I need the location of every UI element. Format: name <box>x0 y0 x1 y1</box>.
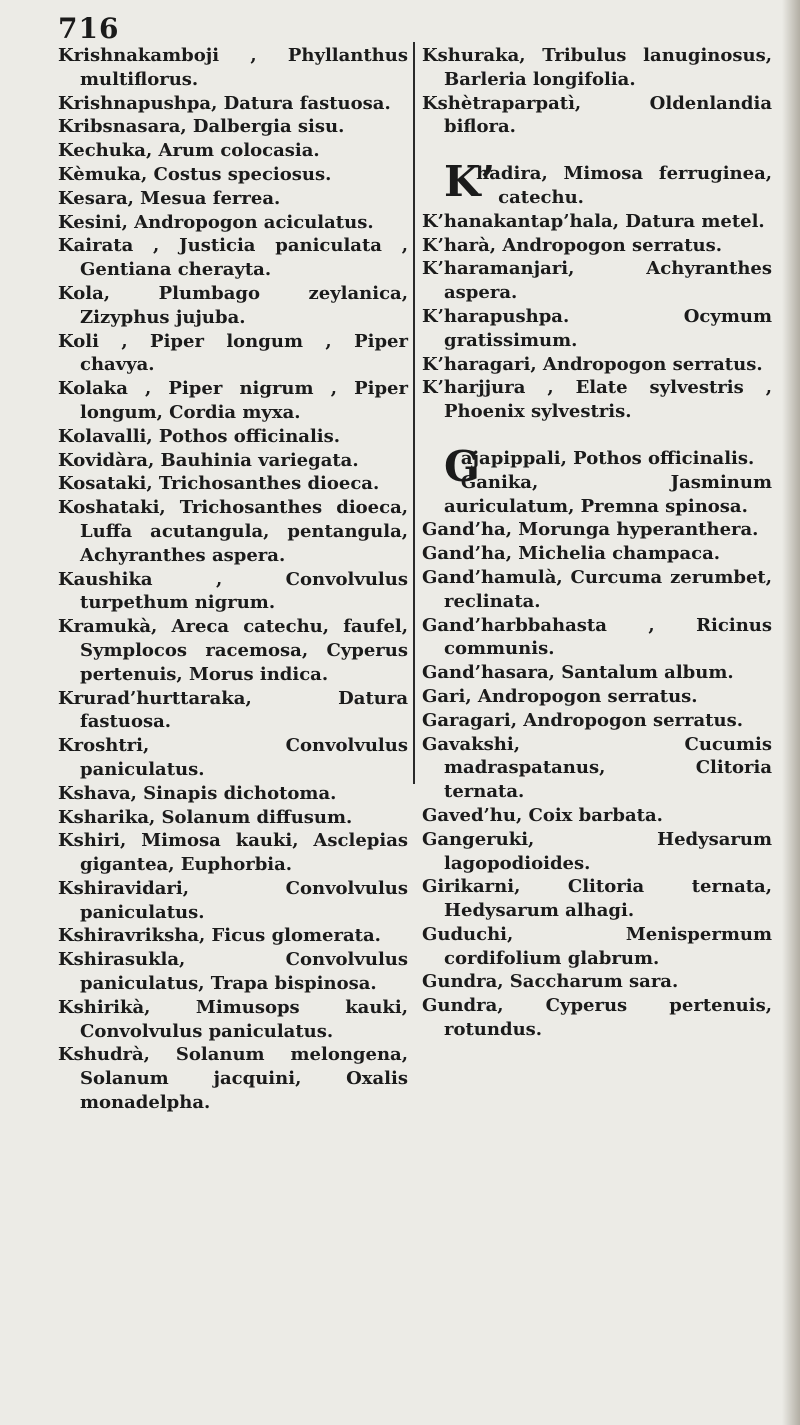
dictionary-entry: Koshataki, Trichosanthes dioeca, Luffa acutangula, pentangula, Achyranthes aspera. <box>58 497 408 566</box>
dictionary-entry: Kshuraka, Tribulus lanuginosus, Barleria longifolia. <box>422 45 772 90</box>
dictionary-entry: Kshirikà, Mimusops kauki, Convolvulus paniculatus. <box>58 996 408 1042</box>
drop-cap-letter: G <box>444 441 480 491</box>
dictionary-entry: Kroshtri, Convolvulus paniculatus. <box>58 735 408 780</box>
entry-text: ajapippali, Pothos officinalis. <box>460 447 755 469</box>
dictionary-entry: K’haramanjari, Achyranthes aspera. <box>422 258 772 304</box>
dictionary-entry: Kshètraparpatì, Oldenlandia biflora. <box>422 92 772 138</box>
dictionary-entry: Kechuka, Arum colocasia. <box>58 140 320 162</box>
dictionary-entry: Kshirasukla, Convolvulus paniculatus, Trapa bispinosa. <box>58 949 408 995</box>
dictionary-entry: Kshiravriksha, Ficus glomerata. <box>58 925 381 947</box>
right-column <box>422 44 772 1042</box>
drop-cap-letter: K’ <box>444 157 496 207</box>
dictionary-entry: Gand’harbbahasta , Ricinus communis. <box>422 614 772 660</box>
page-edge-shadow <box>782 0 800 1425</box>
dictionary-entry: Garagari, Andropogon serratus. <box>422 709 743 731</box>
dictionary-entry: K’harjjura , Elate sylvestris , Phoenix sylvestris. <box>422 377 772 423</box>
dictionary-entry-g-section-start <box>422 441 772 491</box>
dictionary-entry: Gundra, Cyperus pertenuis, rotundus. <box>422 995 772 1041</box>
dictionary-entry: Kesini, Andropogon aciculatus. <box>58 211 374 233</box>
entry-text: hadira, Mimosa ferruginea, catechu. <box>476 163 772 208</box>
dictionary-entry: Gangeruki, Hedysarum lagopodioides. <box>422 828 772 874</box>
dictionary-entry: Girikarni, Clitoria ternata, Hedysarum alhagi. <box>422 876 772 922</box>
dictionary-entry: K’hanakantap’hala, Datura metel. <box>422 210 765 232</box>
dictionary-entry: Gari, Andropogon serratus. <box>422 685 698 707</box>
column-divider <box>413 42 415 784</box>
dictionary-entry: Gand’hasara, Santalum album. <box>422 662 734 684</box>
dictionary-entry: Kèmuka, Costus speciosus. <box>58 163 332 185</box>
dictionary-entry: K’haragari, Andropogon serratus. <box>422 353 763 375</box>
dictionary-entry: Gand’ha, Morunga hyperanthera. <box>422 519 759 541</box>
dictionary-entry: Kribsnasara, Dalbergia sisu. <box>58 116 345 138</box>
dictionary-entry: Kolaka , Piper nigrum , Piper longum, Cordia myxa. <box>58 378 408 423</box>
dictionary-entry: Ganika, Jasminum auriculatum, Premna spinosa. <box>444 471 772 517</box>
left-column <box>58 44 408 1115</box>
dictionary-entry: Kola, Plumbago zeylanica, Zizyphus jujuba. <box>58 282 408 328</box>
dictionary-entry: Kramukà, Areca catechu, faufel, Symplocos racemosa, Cyperus pertenuis, Morus indica. <box>58 616 408 685</box>
dictionary-entry: Kshudrà, Solanum melongena, Solanum jacquini, Oxalis monadelpha. <box>58 1044 408 1114</box>
dictionary-entry: K’harà, Andropogon serratus. <box>422 234 723 256</box>
dictionary-entry: Kesara, Mesua ferrea. <box>58 187 281 209</box>
dictionary-entry: Ksharika, Solanum diffusum. <box>58 806 353 828</box>
page-number: 716 <box>58 12 120 45</box>
dictionary-entry: Gavakshi, Cucumis madraspatanus, Clitoria ternata. <box>422 733 772 803</box>
dictionary-entry: Kaushika , Convolvulus turpethum nigrum. <box>58 568 408 614</box>
dictionary-entry: Koli , Piper longum , Piper chavya. <box>58 330 408 376</box>
dictionary-entry-k-section-start <box>422 157 772 210</box>
dictionary-entry: Kosataki, Trichosanthes dioeca. <box>58 473 380 495</box>
dictionary-entry: Kshiri, Mimosa kauki, Asclepias gigantea, Euphorbia. <box>58 830 408 876</box>
dictionary-entry: Kairata , Justicia paniculata , Gentiana cherayta. <box>58 235 408 281</box>
dictionary-entry: Gand’hamulà, Curcuma zerumbet, reclinata. <box>422 566 772 612</box>
dictionary-entry: Gaved’hu, Coix barbata. <box>422 804 663 826</box>
dictionary-entry: Kshava, Sinapis dichotoma. <box>58 782 337 804</box>
dictionary-entry: Krishnakamboji , Phyllanthus multiflorus. <box>58 45 408 90</box>
dictionary-entry: Kolavalli, Pothos officinalis. <box>58 425 341 447</box>
dictionary-entry: Kovidàra, Bauhinia variegata. <box>58 449 359 471</box>
dictionary-entry: Guduchi, Menispermum cordifolium glabrum. <box>422 923 772 969</box>
dictionary-entry: Krishnapushpa, Datura fastuosa. <box>58 92 391 114</box>
dictionary-entry: K’harapushpa. Ocymum gratissimum. <box>422 305 772 351</box>
dictionary-entry: Gundra, Saccharum sara. <box>422 971 679 993</box>
dictionary-entry: Krurad’hurttaraka, Datura fastuosa. <box>58 687 408 733</box>
dictionary-entry: Kshiravidari, Convolvulus paniculatus. <box>58 877 408 923</box>
dictionary-entry: Gand’ha, Michelia champaca. <box>422 543 721 565</box>
